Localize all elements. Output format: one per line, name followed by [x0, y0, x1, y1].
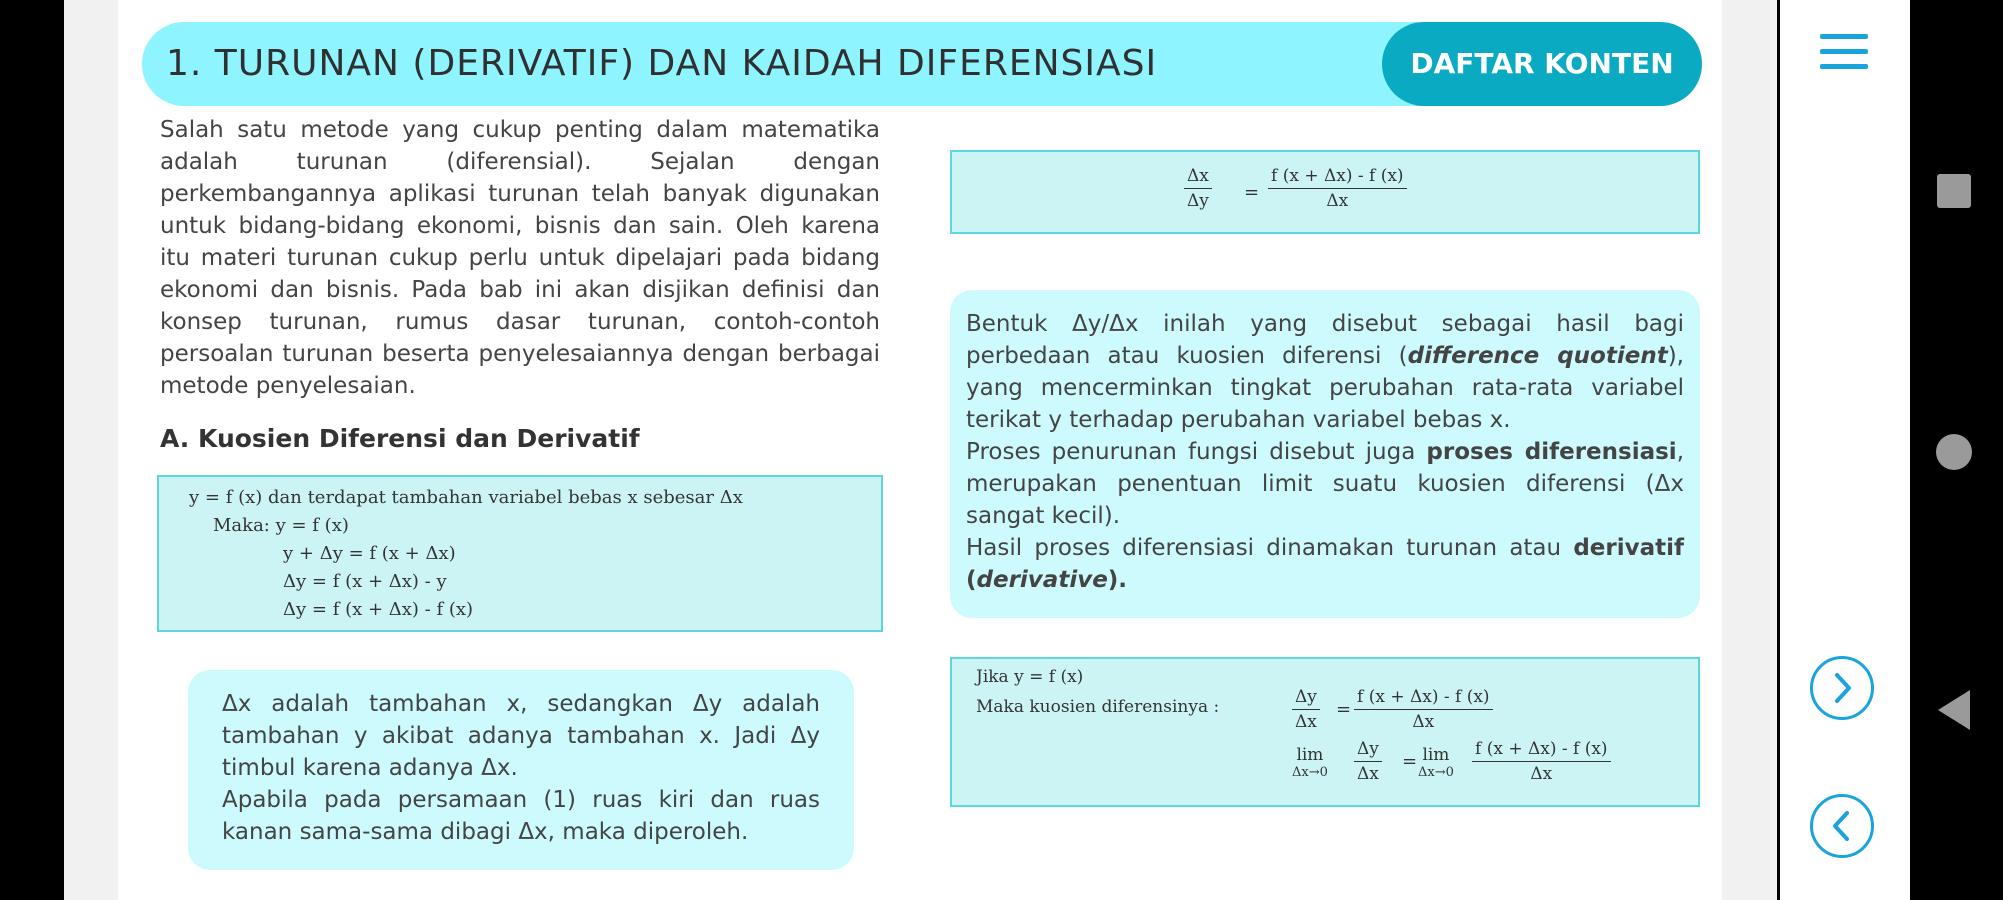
explanation-note-right-text: [966, 308, 1684, 596]
left-letterbox: [0, 0, 64, 900]
limit-left: [1292, 745, 1328, 780]
limit-quotient-fraction: [1472, 739, 1611, 784]
table-of-contents-button[interactable]: DAFTAR KONTEN: [1382, 22, 1702, 106]
dx-denominator: Δx: [1295, 712, 1317, 732]
limit-dy-numerator: Δy: [1354, 739, 1382, 762]
note-right-p3-start: Hasil proses diferensiasi dinamakan turunan atau: [966, 535, 1574, 561]
limit-right: [1418, 745, 1454, 780]
derivation-box: [157, 475, 883, 632]
lhs-numerator: Δx: [1184, 166, 1212, 189]
derivatif-term-close: ).: [1107, 567, 1128, 593]
square-recents-icon[interactable]: [1937, 174, 1971, 208]
lim-word-left: lim: [1296, 745, 1324, 765]
dy-dx-fraction: [1292, 687, 1320, 732]
quotient-fraction: [1354, 687, 1493, 732]
rhs-numerator: f (x + Δx) - f (x): [1268, 166, 1407, 189]
hamburger-menu-icon[interactable]: [1820, 30, 1868, 74]
note-right-p2-end: , merupakan penentuan limit suatu kuosien diferensi (Δx sangat kecil).: [966, 439, 1684, 529]
note-right-paragraph-2: [966, 436, 1684, 532]
note-right-p2-start: Proses penurunan fungsi disebut juga: [966, 439, 1427, 465]
intro-paragraph: Salah satu metode yang cukup penting dalam matematika adalah turunan (diferensial). Sejalan dengan perkembangannya aplikasi turunan telah banyak digunakan untuk bidang-bidang ekonomi, bisnis dan sain. Oleh karena itu materi turunan cukup perlu untuk dipelajari pada bidang ekonomi dan bisnis. Pada bab ini akan disjikan definisi dan konsep turunan, rumus dasar turunan, contoh-contoh persoalan turunan beserta penyelesaiannya dengan berbagai metode penyelesaian.: [160, 117, 880, 399]
equals-sign: =: [1244, 182, 1260, 203]
derivative-term: derivative: [976, 567, 1108, 593]
chevron-left-icon[interactable]: [1810, 794, 1874, 858]
quotient-numerator: f (x + Δx) - f (x): [1354, 687, 1493, 710]
quotient-formula-box: [950, 150, 1700, 234]
limit-dx-denominator: Δx: [1357, 764, 1379, 784]
triangle-back-icon[interactable]: [1934, 688, 1974, 732]
derivation-line-5: Δy = f (x + Δx) - f (x): [283, 599, 474, 620]
derivation-line-4: Δy = f (x + Δx) - y: [283, 571, 447, 592]
limit-quotient-numerator: f (x + Δx) - f (x): [1472, 739, 1611, 762]
derivation-line-1: y = f (x) dan terdapat tambahan variabel bebas x sebesar Δx: [189, 487, 743, 508]
limit-line-1: Jika y = f (x): [976, 667, 1084, 687]
quotient-denominator: Δx: [1412, 712, 1435, 732]
limit-formula-box: [950, 657, 1700, 807]
page-title: 1. TURUNAN (DERIVATIF) DAN KAIDAH DIFERENSIASI: [166, 43, 1158, 84]
note-right-p1-end: ), yang mencerminkan tingkat perubahan rata-rata variabel terikat y terhadap perubahan variabel bebas x.: [966, 343, 1684, 433]
note-right-paragraph-3: [966, 532, 1684, 596]
rhs-denominator: Δx: [1326, 191, 1349, 211]
lim-word-right: lim: [1422, 745, 1450, 765]
proses-diferensiasi-term: proses diferensiasi: [1426, 439, 1677, 465]
note-left-line-2: Apabila pada persamaan (1) ruas kiri dan ruas kanan sama-sama dibagi Δx, maka diperoleh.: [222, 787, 820, 845]
note-right-p1-start: Bentuk Δy/Δx inilah yang disebut sebagai hasil bagi perbedaan atau kuosien diferensi (: [966, 311, 1684, 369]
rhs-fraction: [1268, 166, 1407, 211]
limit-line-2: Maka kuosien diferensinya :: [976, 697, 1220, 717]
circle-home-icon[interactable]: [1936, 434, 1972, 470]
chevron-right-icon[interactable]: [1810, 656, 1874, 720]
navigation-panel: [1780, 0, 1910, 900]
equals-sign-1: =: [1336, 699, 1352, 720]
lhs-denominator: Δy: [1186, 191, 1209, 211]
derivation-line-3: y + Δy = f (x + Δx): [283, 543, 456, 564]
lhs-fraction: [1184, 166, 1212, 211]
note-right-paragraph-1: [966, 308, 1684, 436]
dy-numerator: Δy: [1292, 687, 1320, 710]
equals-sign-2: =: [1402, 751, 1418, 772]
limit-dy-dx-fraction: [1354, 739, 1382, 784]
section-heading: A. Kuosien Diferensi dan Derivatif: [160, 424, 640, 453]
lim-subscript-right: Δx→0: [1418, 765, 1454, 780]
lim-subscript-left: Δx→0: [1292, 765, 1328, 780]
derivation-line-2: Maka: y = f (x): [213, 515, 349, 536]
explanation-note-left-text: [222, 688, 820, 848]
derivatif-term: derivatif (: [966, 535, 1684, 593]
note-left-line-1: Δx adalah tambahan x, sedangkan Δy adalah tambahan y akibat adanya tambahan x. Jadi Δy timbul karena adanya Δx.: [222, 691, 820, 781]
limit-quotient-denominator: Δx: [1530, 764, 1553, 784]
difference-quotient-term: difference quotient: [1407, 343, 1668, 369]
